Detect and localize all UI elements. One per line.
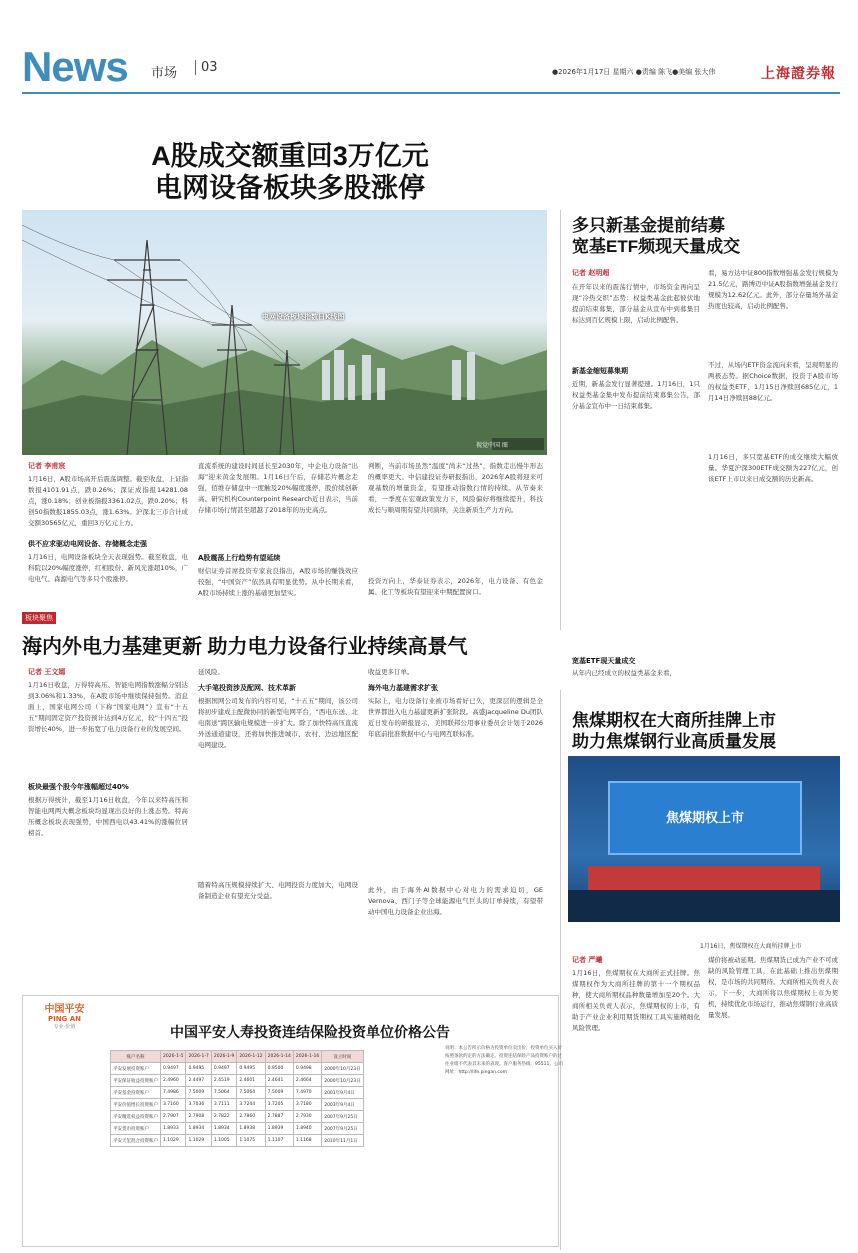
right-top-col2-text3: 1月16日，多只宽基ETF的成交继续大幅放量。华夏沪深300ETF成交额为227亿元，创该ETF上市以来日成交额的历史新高。 [708,453,838,483]
table-cell: 1.1029 [161,1135,186,1147]
table-cell: 7.4970 [293,1087,321,1099]
power-tower-photo [22,210,547,455]
right-top-col1-text3: 从年内已经成立的权益类基金来看， [572,669,676,677]
main-col1-subhead: 供不应求驱动电网设备、存储概念走强 [28,540,147,548]
table-cell: 0.9497 [211,1063,236,1075]
main-col3-text2: 投资方向上，华泰证券表示，2026年，电力设备、有色金属、化工等板块有望迎来中期配置窗口。 [368,577,543,596]
table-header-cell: 2026-1-9 [211,1051,236,1063]
brand-name: 上海證券報 [761,66,836,82]
table-cell: 2.7908 [186,1111,211,1123]
table-cell: 平安天玺混合投资账户 [111,1135,161,1147]
mid-byline: 记者 王文嫣 [28,668,66,676]
right-top-col1-text: 在开年以来的震荡行情中，市场资金再向呈现“冷热交织”态势：权益类基金此起彼伏地提前结束募集，部分基金从宣布中到募集目标达到百亿规模上限，启动比例配售。 [572,283,700,324]
table-cell: 2007年9月25日 [322,1111,363,1123]
table-cell: 2.7887 [265,1111,293,1123]
column-divider [560,210,561,630]
mid-col3-text: 收益更多订单。 [368,668,414,676]
right-top-headline-line2: 宽基ETF频现天量成交 [572,237,741,256]
screen-title: 焦煤期权上市 [665,811,744,826]
main-col2-text2: 财信证券首席投资专家袁良指出，A股市场的赚钱效应较强，“中国资产”依然具有明显优势。从中长期来看，A股市场持续上涨的基础更加坚实。 [198,567,358,597]
ceremony-photo [568,756,840,922]
table-cell: 平安精选权益投资账户 [111,1111,161,1123]
table-cell: 1.1107 [265,1135,293,1147]
table-cell: 1.8934 [211,1123,236,1135]
pingan-logo-en: PING AN [47,1015,82,1023]
right-top-col2-text2: 不过，从场内ETF资金流向来看，呈现明显的两极态势。据Choice数据，投资于A股市场的权益类ETF，1月15日净赎回685亿元，1月14日净赎回88亿元。 [708,361,838,402]
main-headline-line2: 电网设备板块多股涨停 [155,173,425,203]
table-cell: 0.9495 [237,1063,265,1075]
table-cell: 2.4641 [265,1075,293,1087]
table-cell: 2000年10月23日 [322,1063,363,1075]
table-header-cell: 设立时间 [322,1051,363,1063]
newspaper-logo: News [22,43,128,90]
photo-caption: 电网设备板块指数日K线图 [262,313,345,321]
mid-col2-text: 延风险。 [198,668,224,676]
table-header-cell: 2026-1-12 [237,1051,265,1063]
ceremony-stage [588,866,820,890]
mid-col3-text2: 实际上，电力设备行业被市场看好已久，更深层的逻辑是全世界都进入电力基建更新扩张阶段。高盛Jacqueline Du团队近日发布的研报显示，美国联邦公用事业委员会计划于2026年底前批准数据中心与电网互联标准。 [368,697,543,738]
right-top-col1-subhead2: 宽基ETF现天量成交 [572,657,636,665]
table-cell: 0.9497 [161,1063,186,1075]
right-bottom-headline-line2: 助力焦煤钢行业高质量发展 [572,732,776,751]
right-bottom-caption: 1月16日，焦煤期权在大商所挂牌上市 [700,943,802,950]
section-label: 板块聚焦 [22,612,56,624]
table-row [111,1087,364,1099]
table-cell: 2010年11月1日 [322,1135,363,1147]
table-cell: 7.5009 [186,1087,211,1099]
mid-col3-text3: 此外，由于海外AI数据中心对电力的需求迫切，GE Vernova、西门子等全球能源电气巨头的订单持续，有望带动中国电力设备企业出海。 [368,886,543,916]
table-row [111,1099,364,1111]
mid-headline: 海内外电力基建更新 助力电力设备行业持续高景气 [22,636,468,658]
mid-col3-subhead: 海外电力基建需求扩张 [368,684,438,692]
mid-col1-text: 1月16日收盘，万得特高压、智能电网指数涨幅分别达到3.06%和1.33%，在A股市场中继续保持强势。消息面上，国家电网公司（下称“国家电网”）宣布“十五五”期间固定资产投资预计达到4万亿元，较“十四五”投资增长40%，进一步拓宽了电力设备行业的发展空间。 [28,681,188,733]
table-cell: 1.8940 [293,1123,321,1135]
table-cell: 2.7930 [293,1111,321,1123]
pingan-logo-cn: 中国平安 [44,1004,85,1015]
table-header-cell: 账户名称 [111,1051,161,1063]
table-cell: 7.5009 [265,1087,293,1099]
right-bottom-col2-text: 煤价将被动延期。焦煤期货已成为产业不可或缺的风险管理工具，在此基础上推出焦煤期权，是市场的共同期待。大商所相关负责人表示，下一步，大商所将以焦煤期权上市为契机，持续优化市场运行，推动焦煤钢行业高质量发展。 [708,956,838,1019]
table-cell: 3.7244 [237,1099,265,1111]
table-cell: 2.4519 [211,1075,236,1087]
table-cell: 3.7160 [161,1099,186,1111]
section-name: 市场 [151,66,178,81]
table-cell: 7.5064 [237,1087,265,1099]
power-tower-illustration [22,210,547,455]
table-cell: 2.4960 [161,1075,186,1087]
table-cell: 3.7036 [186,1099,211,1111]
main-col1-text2: 1月16日，电网设备板块全天表现强势。截至收盘，电科院以20%幅度涨停，红相股份、新风光涨超10%，广电电气、森源电气等多只个股涨停。 [28,553,188,583]
table-cell: 1.8934 [186,1123,211,1135]
table-row [111,1075,364,1087]
table-cell: 1.8939 [265,1123,293,1135]
main-headline [60,140,520,204]
right-top-col1-subhead: 新基金缩短募集期 [572,367,628,375]
table-header-cell: 2026-1-14 [265,1051,293,1063]
table-cell: 2000年10月23日 [322,1075,363,1087]
mid-col2-text2: 根据国网公司发布的内容可见，“十五五”期间，该公司将初步建成主配微协同的新型电网平台，“西电东送、北电南送”跨区输电规模进一步扩大。除了加快特高压直流外送通道建设，还将加快推进城市、农村、边远地区配电网建设。 [198,697,358,749]
table-header-cell: 2026-1-16 [293,1051,321,1063]
table-cell: 3.7205 [265,1099,293,1111]
main-headline-line1: A股成交额重回3万亿元 [151,141,429,171]
table-row [111,1063,364,1075]
table-cell: 0.9500 [265,1063,293,1075]
table-cell: 0.9495 [186,1063,211,1075]
ad-notes: 说明：本公告所示价格为投资单位卖出价，投资单位买入价按照条款约定的方法确定。投资连结保险产品投资账户的过往业绩不代表其未来的表现。客户服务热线：95511。公司网址：http://life.pingan.com [445,1046,563,1075]
table-cell: 平安保证收益投资账户 [111,1075,161,1087]
table-cell: 1.1168 [293,1135,321,1147]
table-cell: 平安发展投资账户 [111,1063,161,1075]
right-bottom-col1-text: 1月16日，焦煤期权在大商所正式挂牌。焦煤期权作为大商所挂牌的第十一个期权品种，使大商所期权品种数量增加至20个。大商所相关负责人表示，焦煤期权的上市，有助于产业企业利用期货期权工具实施精细化风险管理。 [572,969,700,1032]
mid-col2-subhead: 大手笔投资涉及配网、技术革新 [198,684,296,692]
ceremony-audience [568,890,840,922]
table-cell: 2.7907 [161,1111,186,1123]
table-header-row [111,1051,364,1063]
issue-info: ●2026年1月17日 星期六 ●责编 陈飞●美编 张大伟 [552,68,716,76]
table-cell: 3.7180 [293,1099,321,1111]
mid-col1-text2: 根据万得统计，截至1月16日收盘，今年以来特高压和智能电网两大概念板块均显现出良好的上涨态势。特高压概念板块表现强势，中国西电以43.41%的涨幅位居榜首。 [28,796,188,837]
table-cell: 2.4601 [237,1075,265,1087]
right-top-byline: 记者 赵明超 [572,269,610,277]
table-cell: 1.1075 [237,1135,265,1147]
right-top-headline-line1: 多只新基金提前结募 [572,216,725,235]
pingan-logo-tag: 专业·价值 [53,1024,76,1030]
table-cell: 1.1005 [211,1135,236,1147]
table-cell: 7.5064 [211,1087,236,1099]
table-cell: 平安货币投资账户 [111,1123,161,1135]
table-row [111,1123,364,1135]
table-cell: 2.4497 [186,1075,211,1087]
right-top-col2-text: 看，易方达中证800指数增强基金发行规模为21.5亿元，路博迈中证A股指数增强基金发行规模为12.62亿元。此外，部分存量场外基金热度也较高，启动比例配售。 [708,269,838,310]
photo-credit: 视觉中国 图 [476,442,508,449]
table-cell: 1.8933 [161,1123,186,1135]
ad-title: 中国平安人寿投资连结保险投资单位价格公告 [170,1024,450,1040]
table-cell: 1.1029 [186,1135,211,1147]
table-cell: 3.7111 [211,1099,236,1111]
table-cell: 2001年9月4日 [322,1087,363,1099]
table-header-cell: 2026-1-5 [161,1051,186,1063]
table-row [111,1135,364,1147]
main-col2-text: 直流系统的建设时间延长至2030年，中企电力设备“出海”迎来黄金发展期。1月16日午后，存储芯片概念走强，佰维存储盘中一度触及20%幅度涨停，股价续创新高。研究机构Counterpoint Research近日表示，当前存储市场行情甚至超越了2018年的历史高点。 [198,462,358,514]
table-cell: 2007年9月25日 [322,1123,363,1135]
mid-col2-text3: 随着特高压规模持续扩大、电网投资力度加大，电网设备制造企业有望充分受益。 [198,881,358,900]
masthead-rule [22,92,840,94]
masthead-divider [195,60,196,75]
table-header-cell: 2026-1-7 [186,1051,211,1063]
column-divider-2 [560,690,561,1250]
table-cell: 7.4986 [161,1087,186,1099]
mid-col1-subhead: 板块最强个股今年涨幅超过40% [28,783,129,791]
table-cell: 1.8938 [237,1123,265,1135]
main-col1-text: 1月16日，A股市场高开后震荡调整。截至收盘，上证指数报4101.91点，跌0.26%；深证成指报14281.08点，涨0.18%；创业板指报3361.02点，跌0.20%；科创50指数报1855.03点，涨1.63%。沪深北三市合计成交额30565亿元，重回3万亿元上方。 [28,475,188,527]
right-top-headline [572,215,842,257]
main-col3-text: 判断，当前市场虽然“温度”尚未“过热”，指数走出慢牛形态的概率更大。中信建投证券研报指出，2026年A股将迎来可观基数的增量资金，有望推动指数行情的持续。从节奏来看，一季度在宏观政策发力下，风险偏好将继续提升，科技成长与顺周期有望共同演绎，关注新质生产力方向。 [368,462,543,514]
table-cell: 2.4664 [293,1075,321,1087]
right-bottom-headline-line1: 焦煤期权在大商所挂牌上市 [572,711,776,730]
page-number: 03 [201,60,218,75]
table-cell: 0.9498 [293,1063,321,1075]
table-row [111,1111,364,1123]
pingan-logo [37,1000,92,1030]
right-top-col1-text2: 近期，新基金发行显著提速。1月16日，1只权益类基金集中发布提前结束募集公告，部分基金宣布中一日结束募集。 [572,380,700,410]
table-cell: 2.7860 [237,1111,265,1123]
main-byline: 记者 李甫宸 [28,462,66,470]
table-cell: 平安基金投资账户 [111,1087,161,1099]
table-cell: 平安价值增长投资账户 [111,1099,161,1111]
table-cell: 2.7822 [211,1111,236,1123]
right-bottom-headline [572,710,842,752]
ceremony-screen [608,781,802,855]
right-bottom-byline: 记者 严曦 [572,956,603,964]
table-cell: 2003年9月4日 [322,1099,363,1111]
main-col2-subhead: A股震荡上行趋势有望延续 [198,554,281,562]
price-table [110,1050,364,1147]
